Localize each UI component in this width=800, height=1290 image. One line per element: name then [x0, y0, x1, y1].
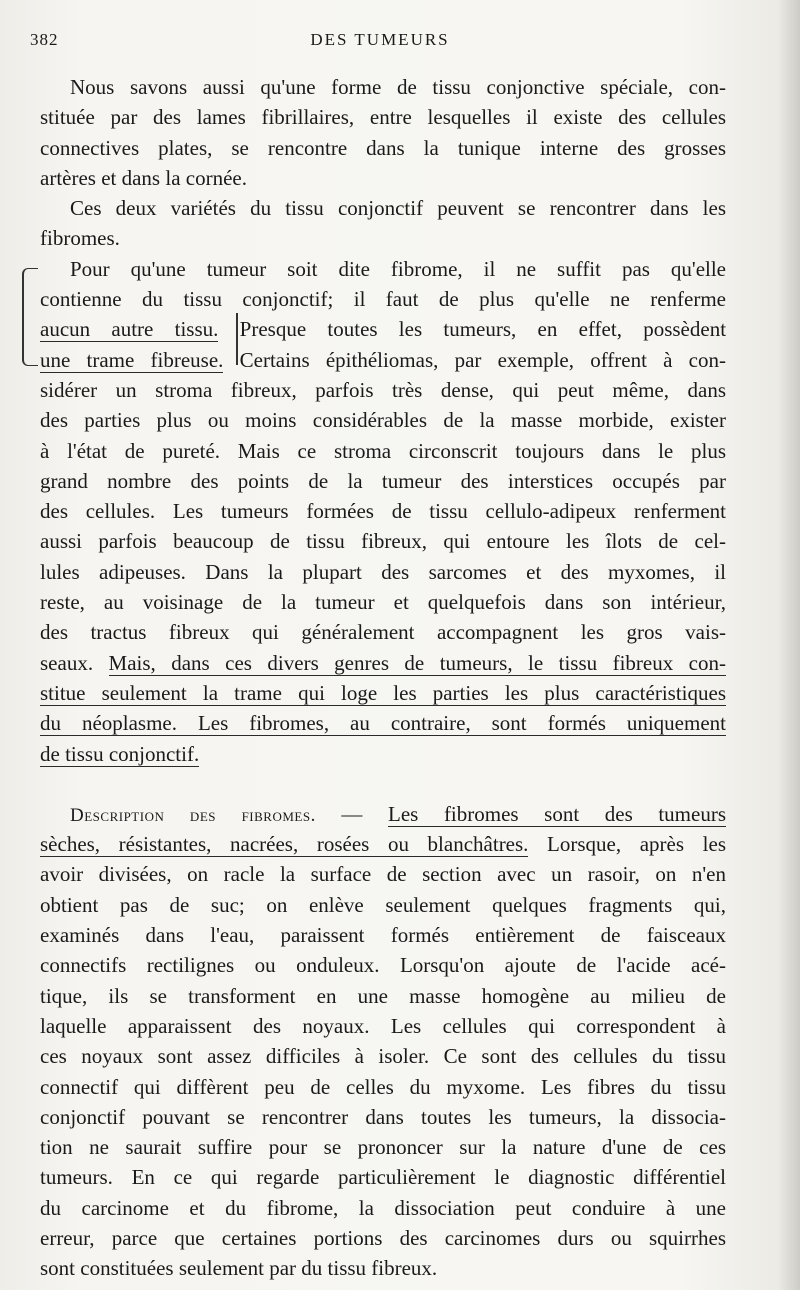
text-line: à l'état de pureté. Mais ce stroma circonscrit toujours dans le plus — [40, 438, 726, 463]
running-head: DES TUMEURS — [310, 30, 450, 49]
underlined-phrase: une trame fibreuse. — [40, 347, 224, 372]
text-line: tumeurs. En ce qui regarde particulièrement le diagnostic différentiel — [40, 1165, 726, 1190]
text-line: Nous savons aussi qu'une forme de tissu conjonctive spéciale, con- — [70, 75, 726, 99]
text-line: des cellules. Les tumeurs formées de tissu cellulo-adipeux renferment — [40, 499, 726, 524]
text-line: sidérer un stroma fibreux, parfois très dense, qui peut même, dans — [40, 377, 726, 402]
text-line — [40, 739, 726, 769]
underlined-phrase: sèches, résistantes, nacrées, rosées ou blanchâtres. — [40, 832, 529, 857]
text-line: du carcinome et du fibrome, la dissociation peut conduire à une — [40, 1195, 726, 1220]
text-line: tion ne saurait suffire pour se prononcer sur la nature d'une de ces — [40, 1135, 726, 1160]
text-line: connectives plates, se rencontre dans la tunique interne des grosses — [40, 135, 726, 160]
body-text — [40, 72, 726, 1284]
page-header — [30, 30, 730, 60]
underlined-phrase: Les fibromes sont des tumeurs — [388, 801, 726, 826]
page-number: 382 — [30, 30, 59, 49]
text-line: conjonctif pouvant se rencontrer dans toutes les tumeurs, la dissocia- — [40, 1104, 726, 1129]
text-line: artères et dans la cornée. — [40, 165, 247, 190]
underlined-phrase: Mais, dans ces divers genres de tumeurs, le tissu fibreux con- — [108, 650, 726, 675]
text-line: connectifs rectilignes ou onduleux. Lorsqu'on ajoute de l'acide acé- — [40, 953, 726, 978]
text-line: des tractus fibreux qui généralement accompagnent les gros vais- — [40, 620, 726, 645]
margin-bracket-annotation — [22, 268, 38, 366]
text-line: Ces deux variétés du tissu conjonctif peuvent se rencontrer dans les — [70, 196, 726, 221]
text-line: reste, au voisinage de la tumeur et quelquefois dans son intérieur, — [40, 590, 726, 615]
text-line: sèches, résistantes, nacrées, rosées ou blanchâtres. Lorsque, après les — [40, 832, 726, 857]
section-heading: Description des fibromes. — [70, 804, 316, 826]
text-line: aussi parfois beaucoup de tissu fibreux, qui entoure les îlots de cel- — [40, 529, 726, 554]
text-line: lules adipeuses. Dans la plupart des sarcomes et des myxomes, il — [40, 559, 726, 584]
text-line: avoir divisées, on racle la surface de section avec un rasoir, on n'en — [40, 862, 726, 887]
underlined-phrase: du néoplasme. Les fibromes, au contraire, sont formés uniquement — [40, 711, 726, 736]
text-line: tique, ils se transforment en une masse homogène au milieu de — [40, 983, 726, 1008]
text-line: obtient pas de suc; on enlève seulement quelques fragments qui, — [40, 892, 726, 917]
text-line: connectif qui diffèrent peu de celles du myxome. Les fibres du tissu — [40, 1074, 726, 1099]
text-line: erreur, parce que certaines portions des carcinomes durs ou squirrhes — [40, 1225, 726, 1250]
underlined-phrase: stitue seulement la trame qui loge les parties les plus caractéristiques — [40, 680, 726, 705]
text-line — [40, 678, 726, 708]
page-edge-shadow — [778, 0, 800, 1290]
text-line: examinés dans l'eau, paraissent formés entièrement de faisceaux — [40, 923, 726, 948]
text-line: Pour qu'une tumeur soit dite fibrome, il ne suffit pas qu'elle — [70, 256, 726, 281]
underlined-phrase: de tissu conjonctif. — [40, 741, 200, 766]
text-line: une trame fibreuse. Certains épithéliomas, par exemple, offrent à con- — [40, 347, 726, 372]
text-line: stituée par des lames fibrillaires, entre lesquelles il existe des cellules — [40, 105, 726, 130]
text-line: des parties plus ou moins considérables de la masse morbide, exister — [40, 408, 726, 433]
margin-bar-annotation — [236, 313, 238, 365]
text-line: Description des fibromes. — Les fibromes sont des tumeurs — [70, 801, 726, 826]
text-line: aucun autre tissu. Presque toutes les tumeurs, en effet, possèdent — [40, 317, 726, 342]
text-line: ces noyaux sont assez difficiles à isoler. Ce sont des cellules du tissu — [40, 1044, 726, 1069]
text-line: fibromes. — [40, 226, 120, 251]
text-line: sont constituées seulement par du tissu fibreux. — [40, 1256, 438, 1281]
text-line: laquelle apparaissent des noyaux. Les cellules qui correspondent à — [40, 1013, 726, 1038]
text-line: seaux. Mais, dans ces divers genres de tumeurs, le tissu fibreux con- — [40, 650, 726, 675]
text-line — [40, 708, 726, 738]
underlined-phrase: aucun autre tissu. — [40, 317, 219, 342]
text-line: contienne du tissu conjonctif; il faut de plus qu'elle ne renferme — [40, 287, 726, 312]
section-gap — [40, 769, 726, 799]
text-line: grand nombre des points de la tumeur des interstices occupés par — [40, 468, 726, 493]
